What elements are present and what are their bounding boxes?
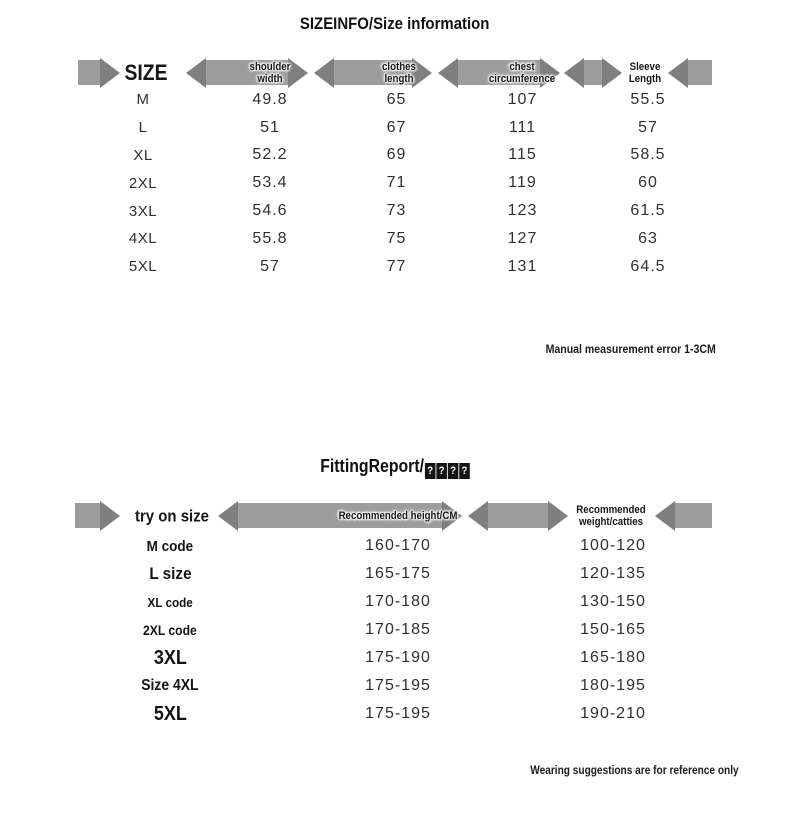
clothes-length-cell: 65	[386, 90, 407, 108]
height-range-cell: 165-175	[365, 565, 431, 582]
ribbon-arrow-right-icon	[288, 58, 308, 88]
sleeve-length-cell: 64.5	[630, 257, 666, 275]
table-row	[75, 560, 695, 588]
clothes-length-cell: 67	[386, 118, 407, 136]
ribbon-arrow-right-icon	[548, 501, 568, 531]
ribbon-arrow-left-icon	[218, 501, 238, 531]
height-range-cell: 170-185	[365, 621, 431, 638]
height-range-cell: 175-190	[365, 649, 431, 666]
table-row	[75, 616, 695, 644]
try-on-size-cell: Size 4XL	[141, 677, 199, 694]
fitting-report-title	[0, 456, 790, 479]
table-row	[78, 86, 712, 114]
ribbon-arrow-left-icon	[438, 58, 458, 88]
column-header-clothes-length: clothes length	[382, 60, 416, 85]
table-row	[78, 142, 712, 170]
shoulder-width-cell: 57	[260, 257, 280, 275]
try-on-size-cell: M code	[146, 537, 194, 555]
weight-range-cell: 165-180	[580, 649, 646, 666]
ribbon-arrow-right-icon	[602, 58, 622, 88]
column-header-chest-circumference: chest circumference	[488, 60, 556, 85]
fitting-table-body	[75, 532, 695, 728]
measurement-error-note: Manual measurement error 1-3CM	[545, 342, 716, 356]
clothes-length-cell: 73	[386, 202, 407, 220]
shoulder-width-cell: 52.2	[252, 146, 288, 164]
height-range-cell: 175-195	[365, 705, 431, 722]
ribbon-segment	[584, 60, 602, 85]
sleeve-length-cell: 55.5	[630, 90, 666, 108]
table-row	[78, 197, 712, 225]
missing-glyph-box: ?	[436, 463, 447, 479]
column-header-recommended-weight: Recommended weight/catties	[576, 503, 646, 528]
height-range-cell: 160-170	[365, 537, 431, 554]
fitting-table-header-ribbon	[0, 503, 790, 528]
try-on-size-cell: 3XL	[153, 646, 187, 669]
table-row	[78, 169, 712, 197]
weight-range-cell: 190-210	[580, 705, 646, 722]
table-row	[75, 532, 695, 560]
shoulder-width-cell: 51	[260, 118, 280, 136]
size-cell: 2XL	[128, 174, 158, 192]
try-on-size-cell: 5XL	[153, 702, 187, 725]
weight-range-cell: 130-150	[580, 593, 646, 610]
ribbon-segment	[78, 60, 100, 85]
column-header-try-on-size: try on size	[134, 506, 210, 525]
ribbon-segment	[688, 60, 712, 85]
table-row	[75, 644, 695, 672]
table-row	[75, 588, 695, 616]
sleeve-length-cell: 63	[638, 229, 658, 247]
sleeve-length-cell: 57	[638, 118, 658, 136]
shoulder-width-cell: 49.8	[252, 90, 288, 108]
clothes-length-cell: 71	[386, 174, 407, 192]
size-cell: XL	[133, 146, 153, 164]
weight-range-cell: 180-195	[580, 677, 646, 694]
missing-glyph-box: ?	[425, 463, 436, 479]
ribbon-arrow-left-icon	[468, 501, 488, 531]
wearing-suggestion-note: Wearing suggestions are for reference only	[530, 765, 739, 777]
try-on-size-cell: XL code	[147, 594, 193, 610]
weight-range-cell: 150-165	[580, 621, 646, 638]
size-cell: 5XL	[128, 258, 158, 276]
size-info-title-text: SIZEINFO/Size information	[300, 14, 490, 33]
chest-circumference-cell: 107	[507, 90, 538, 108]
ribbon-arrow-left-icon	[314, 58, 334, 88]
ribbon-arrow-left-icon	[186, 58, 206, 88]
size-table-body	[78, 86, 712, 281]
ribbon-arrow-right-icon	[100, 58, 120, 88]
ribbon-arrow-right-icon	[100, 501, 120, 531]
sleeve-length-cell: 58.5	[630, 146, 666, 164]
try-on-size-cell: L size	[148, 564, 192, 583]
size-info-title	[0, 14, 790, 34]
column-header-recommended-height: Recommended height/CM	[338, 509, 458, 522]
chest-circumference-cell: 127	[507, 229, 538, 247]
chest-circumference-cell: 123	[507, 202, 538, 220]
sleeve-length-cell: 61.5	[630, 202, 666, 220]
chest-circumference-cell: 111	[508, 118, 537, 136]
table-row	[75, 700, 695, 728]
ribbon-arrow-left-icon	[655, 501, 675, 531]
table-row	[78, 253, 712, 281]
clothes-length-cell: 77	[386, 257, 407, 275]
size-cell: 4XL	[128, 230, 158, 248]
size-table-header-ribbon	[0, 60, 790, 85]
chest-circumference-cell: 115	[508, 146, 537, 164]
column-header-shoulder-width: shoulder width	[249, 60, 291, 85]
column-header-size: SIZE	[124, 59, 168, 85]
height-range-cell: 170-180	[365, 593, 431, 610]
fitting-report-title-text: FittingReport/	[320, 456, 425, 476]
size-cell: L	[138, 119, 148, 137]
size-cell: M	[136, 91, 150, 109]
ribbon-arrow-left-icon	[564, 58, 584, 88]
sleeve-length-cell: 60	[638, 174, 658, 192]
size-cell: 3XL	[128, 202, 158, 220]
column-header-sleeve-length: Sleeve Length	[628, 60, 662, 85]
clothes-length-cell: 69	[386, 146, 407, 164]
ribbon-segment	[675, 503, 712, 528]
chest-circumference-cell: 119	[508, 174, 537, 192]
ribbon-segment	[75, 503, 100, 528]
try-on-size-cell: 2XL code	[143, 622, 197, 638]
height-range-cell: 175-195	[365, 677, 431, 694]
table-row	[78, 114, 712, 142]
clothes-length-cell: 75	[386, 229, 407, 247]
weight-range-cell: 100-120	[580, 537, 646, 554]
chest-circumference-cell: 131	[507, 257, 538, 275]
missing-glyph-box: ?	[448, 463, 459, 479]
table-row	[78, 225, 712, 253]
shoulder-width-cell: 55.8	[252, 229, 288, 247]
ribbon-arrow-left-icon	[668, 58, 688, 88]
weight-range-cell: 120-135	[580, 565, 646, 582]
ribbon-segment	[488, 503, 548, 528]
shoulder-width-cell: 54.6	[252, 202, 288, 220]
missing-glyph-box: ?	[459, 463, 470, 479]
table-row	[75, 672, 695, 700]
shoulder-width-cell: 53.4	[252, 174, 288, 192]
